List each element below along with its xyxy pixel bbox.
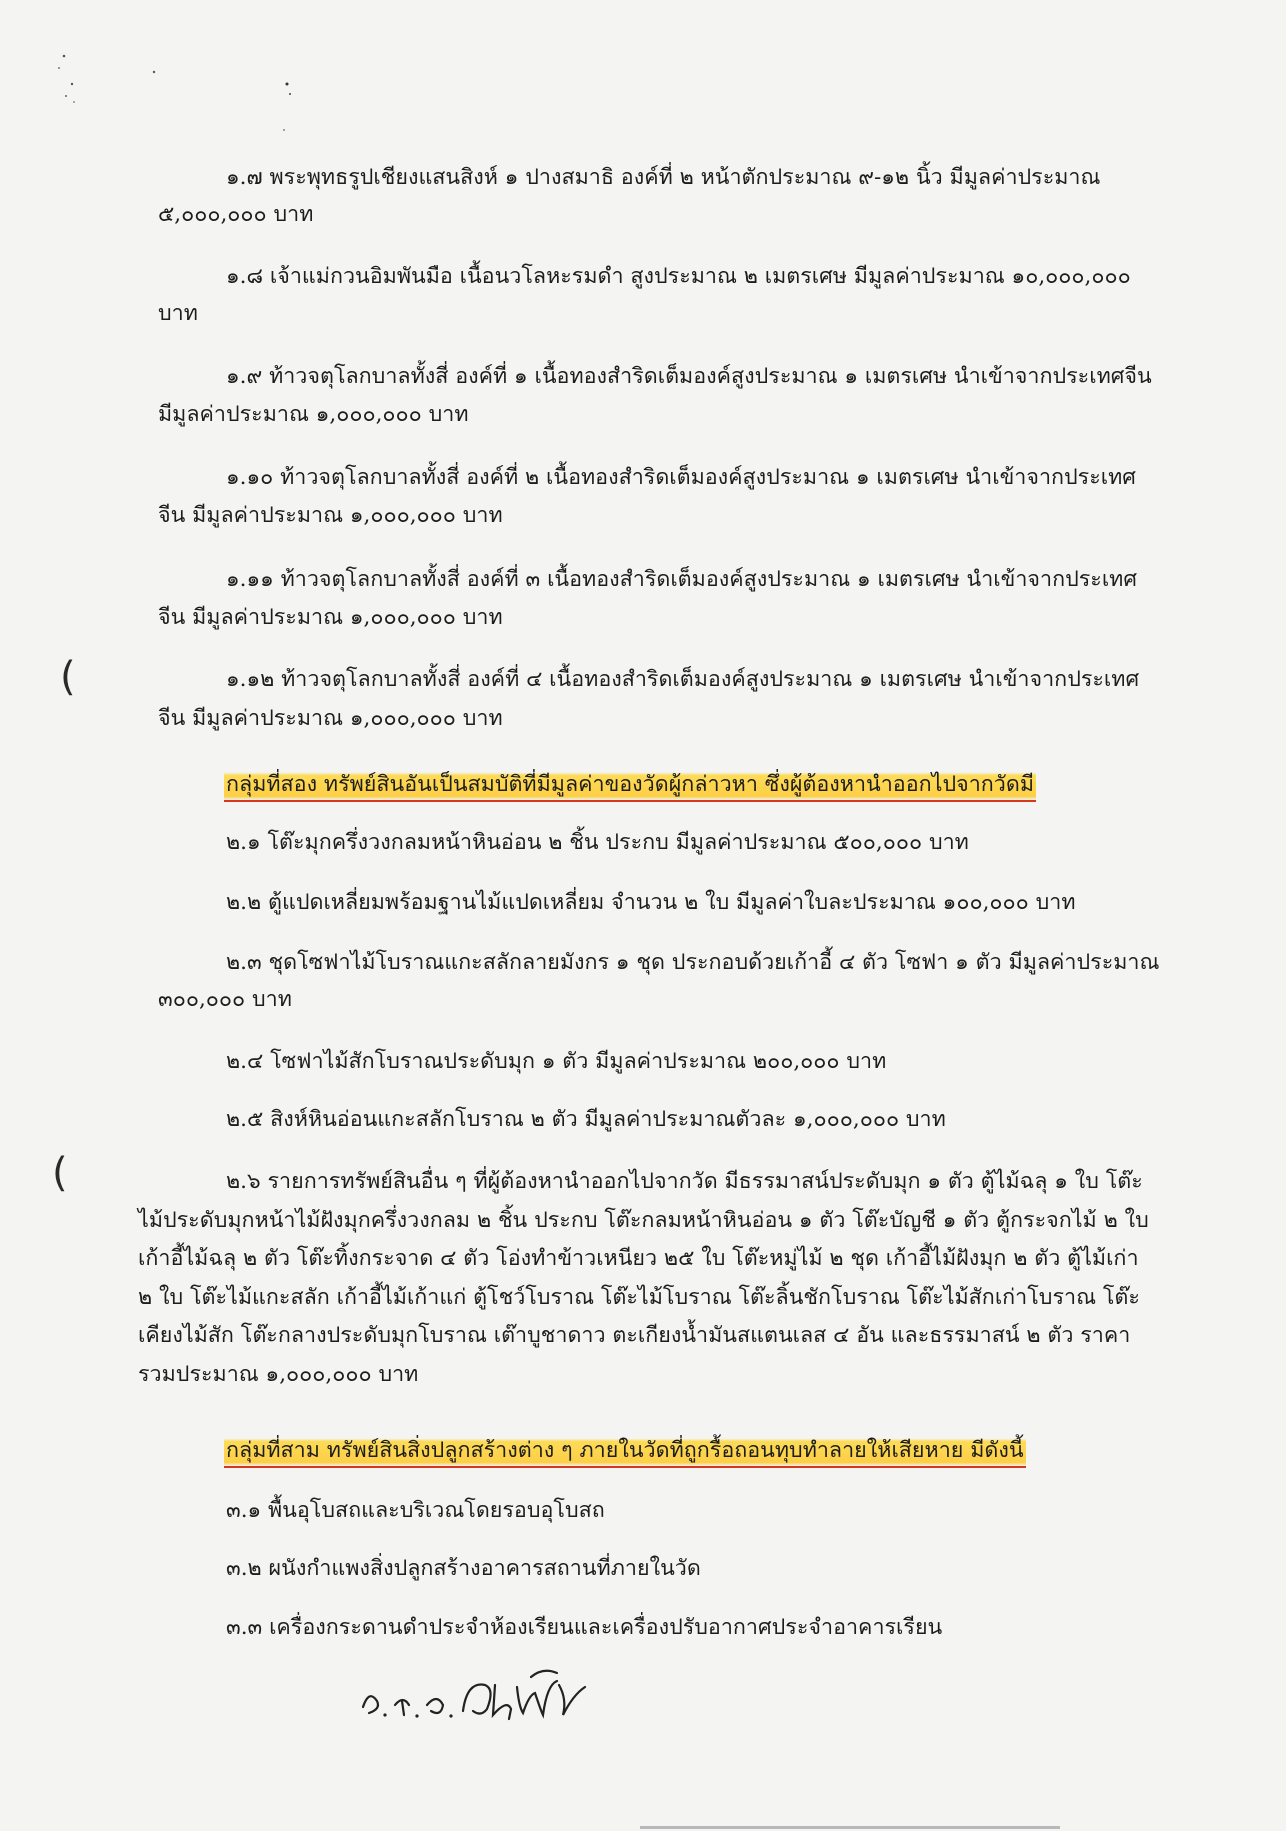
scan-specks [50, 50, 300, 140]
item-2-6-paragraph [138, 1163, 1158, 1394]
item-1-8-line2: บาท [158, 301, 198, 326]
item-2-4: ๒.๔ โซฟาไม้สักโบราณประดับมุก ๑ ตัว มีมูลค่าประมาณ ๒๐๐,๐๐๐ บาท [226, 1049, 887, 1074]
item-1-9-line1: ๑.๙ ท้าวจตุโลกบาลทั้งสี่ องค์ที่ ๑ เนื้อทองสำริดเต็มองค์สูงประมาณ ๑ เมตรเศษ นำเข้าจากประเทศจีน [226, 364, 1152, 389]
item-1-11-line1: ๑.๑๑ ท้าวจตุโลกบาลทั้งสี่ องค์ที่ ๓ เนื้อทองสำริดเต็มองค์สูงประมาณ ๑ เมตรเศษ นำเข้าจากประเทศ [226, 567, 1137, 592]
item-1-8-line1: ๑.๘ เจ้าแม่กวนอิมพันมือ เนื้อนวโลหะรมดำ สูงประมาณ ๒ เมตรเศษ มีมูลค่าประมาณ ๑๐,๐๐๐,๐๐๐ [226, 264, 1131, 289]
item-3-3: ๓.๓ เครื่องกระดานดำประจำห้องเรียนและเครื่องปรับอากาศประจำอาคารเรียน [226, 1615, 943, 1640]
item-3-1: ๓.๑ พื้นอุโบสถและบริเวณโดยรอบอุโบสถ [226, 1498, 605, 1523]
item-2-3-line2: ๓๐๐,๐๐๐ บาท [158, 987, 292, 1012]
item-1-12-line2: จีน มีมูลค่าประมาณ ๑,๐๐๐,๐๐๐ บาท [158, 706, 503, 731]
item-2-3-line1: ๒.๓ ชุดโซฟาไม้โบราณแกะสลักลายมังกร ๑ ชุด ประกอบด้วยเก้าอี้ ๔ ตัว โซฟา ๑ ตัว มีมูลค่าประมาณ [226, 950, 1160, 975]
group3-heading: กลุ่มที่สาม ทรัพย์สินสิ่งปลูกสร้างต่าง ๆ ภายในวัดที่ถูกรื้อถอนทุบทำลายให้เสียหาย มีดังนี้ [224, 1436, 1026, 1468]
item-2-6-first-line: ๒.๖ รายการทรัพย์สินอื่น ๆ ที่ผู้ต้องหานำออกไปจากวัด มีธรรมาสน์ประดับมุก ๑ ตัว ตู้ไม้ฉลุ ๑ ใบ โต๊ะ [226, 1169, 1143, 1194]
item-2-5: ๒.๕ สิงห์หินอ่อนแกะสลักโบราณ ๒ ตัว มีมูลค่าประมาณตัวละ ๑,๐๐๐,๐๐๐ บาท [226, 1107, 946, 1132]
handwritten-signature [355, 1655, 615, 1735]
scan-edge-line [640, 1826, 1060, 1829]
item-2-6-body: ไม้ประดับมุกหน้าไม้ฝังมุกครึ่งวงกลม ๒ ชิ้น ประกบ โต๊ะกลมหน้าหินอ่อน ๑ ตัว โต๊ะบัญชี ๑ ตัว ตู้กระจกไม้ ๒ ใบ เก้าอี้ไม้ฉลุ ๒ ตัว โต๊ะทิ้งกระจาด ๔ ตัว โอ่งทำข้าวเหนียว ๒๕ ใบ โต๊ะหมู่ไม้ ๒ ชุด เก้าอี้ไม้ฝังมุก ๒ ตัว ตู้ไม้เก่า ๒ ใบ โต๊ะไม้แกะสลัก เก้าอี้ไม้เก้าแก่ ตู้โชว์โบราณ โต๊ะไม้โบราณ โต๊ะลิ้นชักโบราณ โต๊ะไม้สักเก่าโบราณ โต๊ะเคียงไม้สัก โต๊ะกลางประดับมุกโบราณ เต๊าบูชาดาว ตะเกียงน้ำมันสแตนเลส ๔ อัน และธรรมาสน์ ๒ ตัว ราคารวมประมาณ ๑,๐๐๐,๐๐๐ บาท [138, 1207, 1149, 1387]
margin-bracket-mark: ( [52, 1150, 68, 1196]
item-1-7-line2: ๕,๐๐๐,๐๐๐ บาท [158, 202, 314, 227]
item-1-10-line2: จีน มีมูลค่าประมาณ ๑,๐๐๐,๐๐๐ บาท [158, 503, 503, 528]
item-3-2: ๓.๒ ผนังกำแพงสิ่งปลูกสร้างอาคารสถานที่ภายในวัด [226, 1556, 701, 1581]
item-2-2: ๒.๒ ตู้แปดเหลี่ยมพร้อมฐานไม้แปดเหลี่ยม จำนวน ๒ ใบ มีมูลค่าใบละประมาณ ๑๐๐,๐๐๐ บาท [226, 890, 1076, 915]
item-1-9-line2: มีมูลค่าประมาณ ๑,๐๐๐,๐๐๐ บาท [158, 402, 469, 427]
margin-bracket-mark: ( [60, 654, 76, 700]
item-1-12-line1: ๑.๑๒ ท้าวจตุโลกบาลทั้งสี่ องค์ที่ ๔ เนื้อทองสำริดเต็มองค์สูงประมาณ ๑ เมตรเศษ นำเข้าจากประเทศ [226, 667, 1140, 692]
item-1-11-line2: จีน มีมูลค่าประมาณ ๑,๐๐๐,๐๐๐ บาท [158, 605, 503, 630]
item-2-1: ๒.๑ โต๊ะมุกครึ่งวงกลมหน้าหินอ่อน ๒ ชิ้น ประกบ มีมูลค่าประมาณ ๕๐๐,๐๐๐ บาท [226, 830, 969, 855]
item-1-7-line1: ๑.๗ พระพุทธรูปเชียงแสนสิงห์ ๑ ปางสมาธิ องค์ที่ ๒ หน้าตักประมาณ ๙-๑๒ นิ้ว มีมูลค่าประมาณ [226, 165, 1101, 190]
item-1-10-line1: ๑.๑๐ ท้าวจตุโลกบาลทั้งสี่ องค์ที่ ๒ เนื้อทองสำริดเต็มองค์สูงประมาณ ๑ เมตรเศษ นำเข้าจากประเทศ [226, 465, 1136, 490]
group2-heading: กลุ่มที่สอง ทรัพย์สินอันเป็นสมบัติที่มีมูลค่าของวัดผู้กล่าวหา ซึ่งผู้ต้องหานำออกไปจากวัดมี [224, 770, 1036, 802]
